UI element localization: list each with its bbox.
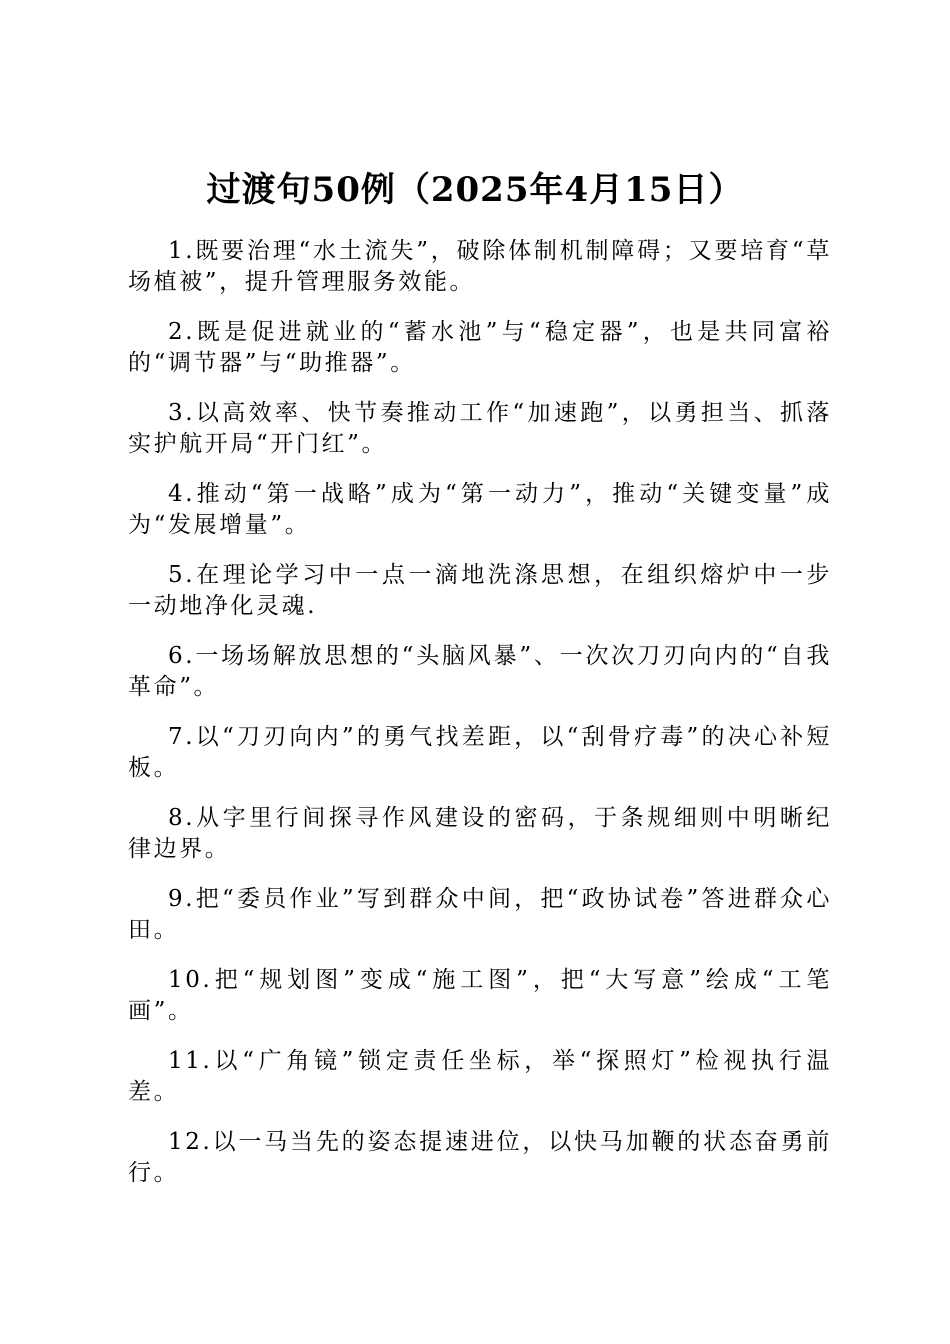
list-item: 2.既是促进就业的“蓄水池”与“稳定器”，也是共同富裕的“调节器”与“助推器”。 — [128, 319, 832, 376]
list-item: 9.把“委员作业”写到群众中间，把“政协试卷”答进群众心田。 — [128, 886, 832, 943]
list-item: 3.以高效率、快节奏推动工作“加速跑”，以勇担当、抓落实护航开局“开门红”。 — [128, 400, 832, 457]
list-item: 1.既要治理“水土流失”，破除体制机制障碍；又要培育“草场植被”，提升管理服务效能。 — [128, 238, 832, 295]
list-item: 8.从字里行间探寻作风建设的密码，于条规细则中明晰纪律边界。 — [128, 805, 832, 862]
list-item: 10.把“规划图”变成“施工图”，把“大写意”绘成“工笔画”。 — [128, 967, 832, 1024]
list-item: 6.一场场解放思想的“头脑风暴”、一次次刀刃向内的“自我革命”。 — [128, 643, 832, 700]
list-item: 12.以一马当先的姿态提速进位，以快马加鞭的状态奋勇前行。 — [128, 1129, 832, 1186]
list-item: 7.以“刀刃向内”的勇气找差距，以“刮骨疗毒”的决心补短板。 — [128, 724, 832, 781]
list-item: 5.在理论学习中一点一滴地洗涤思想，在组织熔炉中一步一动地净化灵魂. — [128, 562, 832, 619]
transition-sentence-list — [128, 236, 832, 1208]
list-item: 4.推动“第一战略”成为“第一动力”，推动“关键变量”成为“发展增量”。 — [128, 481, 832, 538]
document-title: 过渡句50例（2025年4月15日） — [206, 170, 744, 210]
list-item: 11.以“广角镜”锁定责任坐标，举“探照灯”检视执行温差。 — [128, 1048, 832, 1105]
